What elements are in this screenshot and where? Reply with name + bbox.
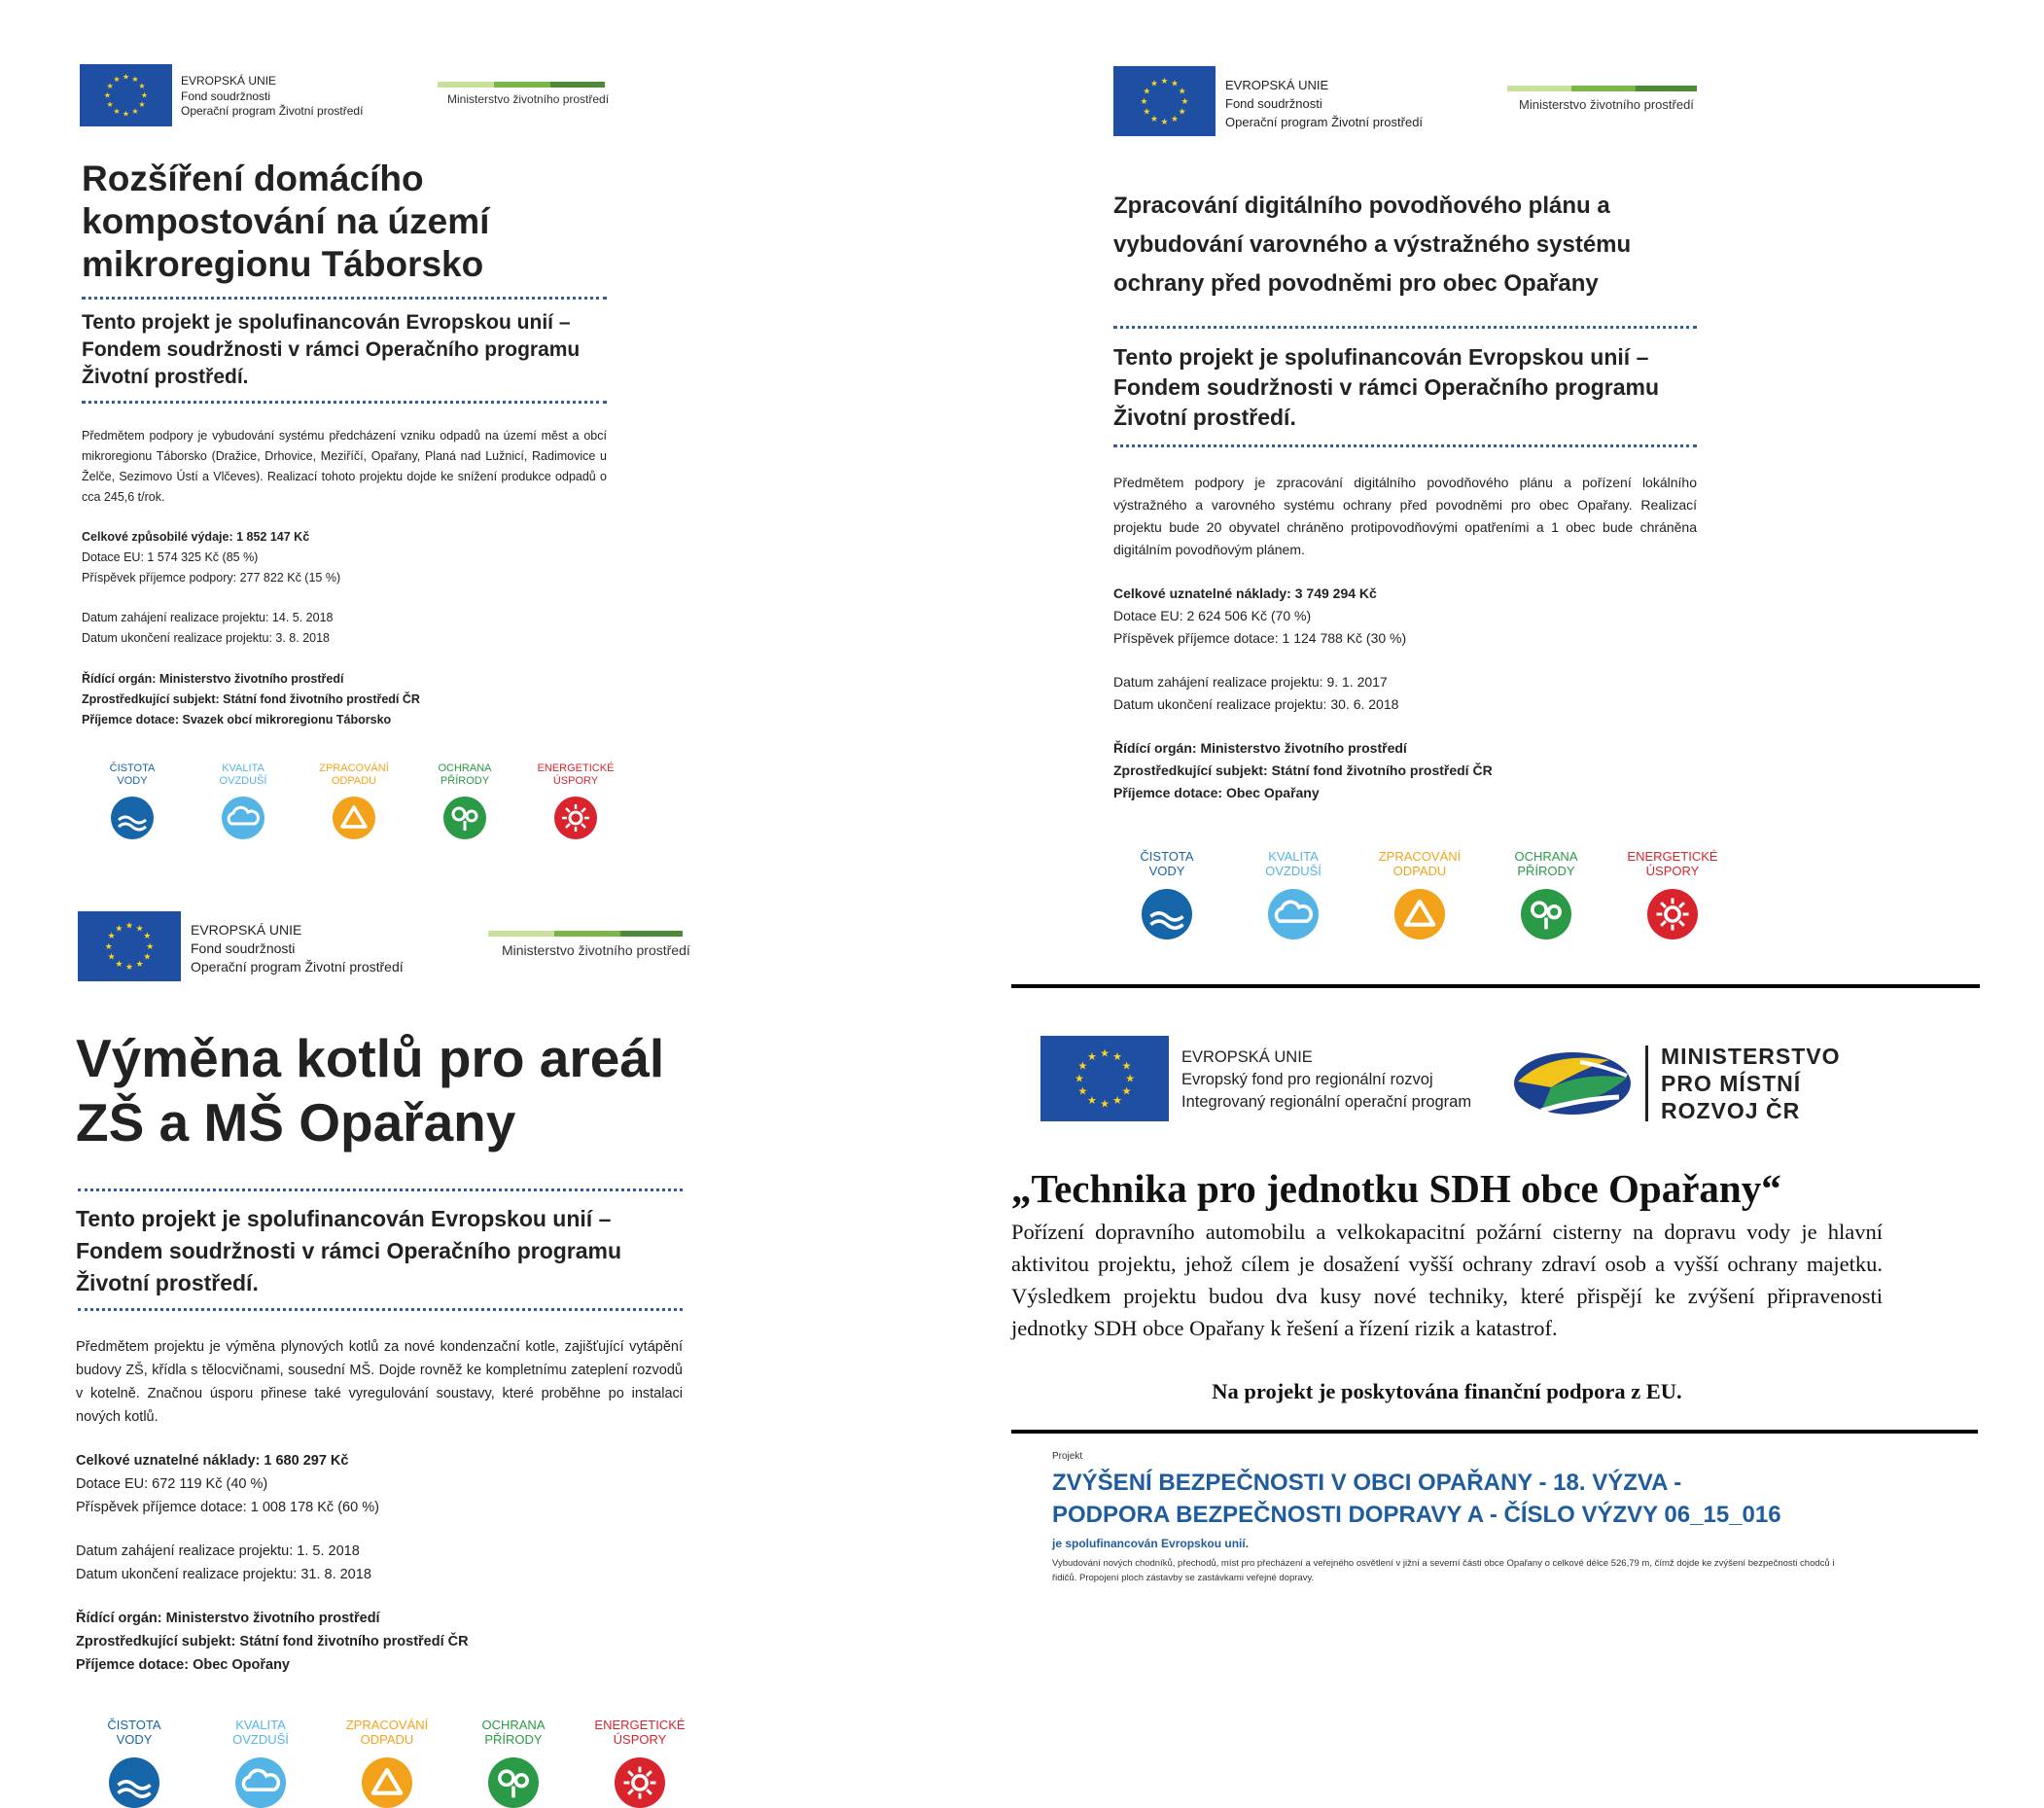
ministry-label: Ministerstvo životního prostředí (447, 92, 610, 106)
category-label: OCHRANA PŘÍRODY (481, 1718, 546, 1747)
eu-star-icon: ★ (1112, 1050, 1122, 1063)
eu-star-icon: ★ (1178, 106, 1186, 117)
project-costs: Celkové uznatelné náklady: 3 749 294 Kč Dotace EU: 2 624 506 Kč (70 %) Příspěvek příjemce dotace: 1 124 788 Kč (30 %) (1113, 585, 1407, 646)
environment-icons (86, 1719, 688, 1808)
project-dates: Datum zahájení realizace projektu: 14. 5. 2018 Datum ukončení realizace projektu: 3. 8. 2018 (82, 611, 334, 645)
tree-icon (443, 797, 486, 839)
sun-icon (1647, 889, 1698, 939)
eu-star-icon: ★ (113, 75, 121, 85)
eu-star-icon: ★ (104, 940, 113, 951)
category-label: ENERGETICKÉ ÚSPORY (594, 1718, 686, 1747)
poster-flood-plan (1021, 0, 2044, 982)
water-category (88, 762, 177, 839)
triangle-icon (333, 797, 375, 839)
tree-icon (488, 1757, 539, 1808)
eu-star-icon: ★ (1160, 75, 1169, 86)
divider (1113, 326, 1697, 329)
poster-road-safety (1011, 1437, 1984, 1632)
divider (78, 1188, 683, 1191)
eu-star-icon: ★ (1100, 1098, 1110, 1111)
eu-star-icon: ★ (138, 100, 146, 109)
eu-star-icon: ★ (1181, 95, 1189, 106)
sun-category (591, 1719, 688, 1808)
eu-star-icon: ★ (1077, 1060, 1088, 1073)
eu-text: EVROPSKÁ UNIE Fond soudržnosti Operační program Životní prostředí (181, 74, 364, 119)
eu-star-icon: ★ (1143, 86, 1151, 96)
category-label: ČISTOTA VODY (109, 762, 156, 787)
eu-star-icon: ★ (122, 109, 130, 119)
project-costs: Celkové způsobilé výdaje: 1 852 147 Kč Dotace EU: 1 574 325 Kč (85 %) Příspěvek příjemce podpory: 277 822 Kč (15 %) (82, 530, 341, 585)
eu-flag-icon (78, 911, 181, 981)
eu-star-icon: ★ (115, 923, 123, 934)
category-label: ZPRACOVÁNÍ ODPADU (1378, 849, 1462, 878)
divider (78, 1308, 683, 1311)
eu-star-icon: ★ (1150, 78, 1158, 89)
sun-icon (554, 797, 597, 839)
support-statement: Na projekt je poskytována finanční podpora z EU. (1212, 1379, 1682, 1403)
page-title: Rozšíření domácího kompostování na území mikroregionu Táborsko (82, 159, 490, 284)
separator-line (1011, 1430, 1978, 1434)
separator-line (1011, 984, 1980, 988)
eu-star-icon: ★ (131, 75, 139, 85)
eu-star-icon: ★ (1121, 1060, 1132, 1073)
page-title: Výměna kotlů pro areál ZŠ a MŠ Opařany (76, 1028, 665, 1152)
project-costs: Celkové uznatelné náklady: 1 680 297 Kč Dotace EU: 672 119 Kč (40 %) Příspěvek příjemce dotace: 1 008 178 Kč (60 %) (76, 1453, 379, 1515)
environment-icons (1118, 850, 1721, 939)
water-category (1118, 850, 1216, 939)
eu-text: EVROPSKÁ UNIE Fond soudržnosti Operační program Životní prostředí (1225, 78, 1424, 129)
water-category (86, 1719, 183, 1808)
sun-category (531, 762, 620, 839)
triangle-icon (362, 1757, 412, 1808)
category-label: ENERGETICKÉ ÚSPORY (1627, 849, 1718, 878)
eu-star-icon: ★ (1074, 1073, 1084, 1085)
eu-star-icon: ★ (143, 931, 152, 941)
tree-category (1498, 850, 1595, 939)
water-icon (1142, 889, 1192, 939)
eu-star-icon: ★ (135, 959, 144, 970)
eu-star-icon: ★ (107, 951, 116, 962)
eu-star-icon: ★ (143, 951, 152, 962)
eu-star-icon: ★ (131, 106, 139, 116)
project-description: Předmětem podpory je zpracování digitálního povodňového plánu a pořízení lokálního výstražného a varovného systému ochrany před povodněmi pro obec Opařany. Realizací projektu bude 20 obyvatel chráněno protipovodňovými opatřeními a 1 obec bude chráněna digitálním povodňovým plánem. (1113, 475, 1697, 557)
tree-category (465, 1719, 562, 1808)
mmr-name: MINISTERSTVO PRO MÍSTNÍ ROZVOJ ČR (1661, 1044, 1841, 1123)
category-label: ČISTOTA VODY (1140, 849, 1194, 878)
project-description: Vybudování nových chodníků, přechodů, míst pro přecházení a veřejného osvětlení v jižní a severní části obce Opařany o celkové délce 526,79 m, čímž dojde ke zvýšení bezpečnosti chodců i řidičů. Propojení ploch zástavby se zastávkami veřejné dopravy. (1052, 1558, 1835, 1583)
page-title: ZVÝŠENÍ BEZPEČNOSTI V OBCI OPAŘANY - 18. VÝZVA - PODPORA BEZPEČNOSTI DOPRAVY A - ČÍSLO VÝZVY 06_15_016 (1052, 1470, 1781, 1528)
category-label: KVALITA OVZDUŠÍ (219, 762, 267, 787)
cloud-icon (222, 797, 264, 839)
eu-star-icon: ★ (1160, 116, 1169, 126)
cofinancing-statement: je spolufinancován Evropskou unií. (1052, 1537, 1250, 1550)
category-label: ZPRACOVÁNÍ ODPADU (345, 1718, 429, 1747)
category-label: ZPRACOVÁNÍ ODPADU (319, 762, 389, 787)
eu-star-icon: ★ (1077, 1085, 1088, 1098)
eu-star-icon: ★ (146, 940, 155, 951)
category-label: ČISTOTA VODY (107, 1718, 161, 1747)
environment-icons (88, 762, 620, 839)
triangle-category (1371, 850, 1468, 939)
eu-flag-icon (1040, 1036, 1169, 1121)
project-bodies: Řídící orgán: Ministerstvo životního prostředí Zprostředkující subjekt: Státní fond životního prostředí ČR Příjemce dotace: Obec Opařany (1113, 740, 1493, 800)
eu-star-icon: ★ (125, 920, 133, 931)
sun-icon (615, 1757, 665, 1808)
cofinancing-statement: Tento projekt je spolufinancován Evropskou unií – Fondem soudržnosti v rámci Operačního programu Životní prostředí. (1113, 344, 1660, 430)
project-description: Předmětem podpory je vybudování systému předcházení vzniku odpadů na území měst a obcí mikroregionu Táborsko (Dražice, Drhovice, Meziříčí, Opařany, Planá nad Lužnicí, Radimovice u Želče, Sezimovo Ústí a Vlčeves). Realizací tohoto projektu dojde ke snížení produkce odpadů o cca 245,6 t/rok. (82, 429, 607, 504)
project-bodies: Řídící orgán: Ministerstvo životního prostředí Zprostředkující subjekt: Státní fond životního prostředí ČR Příjemce dotace: Svazek obcí mikroregionu Táborsko (82, 672, 420, 727)
eu-star-icon: ★ (106, 82, 114, 90)
project-bodies: Řídící orgán: Ministerstvo životního prostředí Zprostředkující subjekt: Státní fond životního prostředí ČR Příjemce dotace: Obec Opořany (76, 1611, 469, 1673)
eu-star-icon: ★ (1150, 113, 1158, 124)
divider (82, 401, 607, 404)
ministry-label: Ministerstvo životního prostředí (502, 942, 690, 958)
eu-text: EVROPSKÁ UNIE Evropský fond pro regionální rozvoj Integrovaný regionální operační program (1181, 1048, 1472, 1111)
poster-fire-brigade (1011, 992, 1984, 1420)
eu-star-icon: ★ (1112, 1095, 1122, 1108)
project-description: Pořízení dopravního automobilu a velkokapacitní požární cisterny na dopravu vody je hlavní aktivitou projektu, jehož cílem je dosažení vyšší ochrany zdraví osob a vyšší ochrany majetku. Výsledkem projektu budou dva kusy nové techniky, které přispějí ke zvýšení připravenosti jednotky SDH obce Opařany k řešení a řízení rizik a katastrof. (1011, 1220, 1883, 1340)
eu-star-icon: ★ (1100, 1047, 1110, 1060)
triangle-icon (1394, 889, 1445, 939)
cofinancing-statement: Tento projekt je spolufinancován Evropskou unií – Fondem soudržnosti v rámci Operačního programu Životní prostředí. (76, 1206, 622, 1295)
mmr-divider (1645, 1046, 1648, 1121)
eu-star-icon: ★ (1140, 95, 1148, 106)
cloud-category (1245, 850, 1342, 939)
eu-star-icon: ★ (140, 90, 149, 100)
eu-flag-icon (80, 64, 172, 126)
water-icon (111, 797, 154, 839)
ministry-bars (488, 931, 683, 937)
eu-star-icon: ★ (113, 106, 121, 116)
eu-star-icon: ★ (1171, 113, 1179, 124)
category-label: KVALITA OVZDUŠÍ (1265, 849, 1322, 878)
mmr-logo-icon (1512, 1043, 1634, 1120)
eu-star-icon: ★ (1171, 78, 1179, 89)
eu-star-icon: ★ (1178, 86, 1186, 96)
poster-composting (0, 0, 681, 866)
project-label: Projekt (1052, 1451, 1083, 1462)
eu-flag-icon (1113, 66, 1216, 136)
eu-star-icon: ★ (106, 100, 114, 109)
cofinancing-statement: Tento projekt je spolufinancován Evropskou unií – Fondem soudržnosti v rámci Operačního programu Životní prostředí. (82, 311, 581, 388)
sun-category (1624, 850, 1721, 939)
eu-star-icon: ★ (1087, 1095, 1097, 1108)
divider (1113, 444, 1697, 447)
page-title: „Technika pro jednotku SDH obce Opařany“ (1011, 1166, 1781, 1211)
tree-icon (1521, 889, 1571, 939)
eu-star-icon: ★ (107, 931, 116, 941)
category-label: ENERGETICKÉ ÚSPORY (537, 762, 615, 787)
cloud-icon (235, 1757, 286, 1808)
eu-star-icon: ★ (138, 82, 146, 90)
eu-star-icon: ★ (122, 72, 130, 82)
poster-boiler-replacement (0, 900, 720, 1772)
eu-star-icon: ★ (1121, 1085, 1132, 1098)
ministry-bars (438, 82, 605, 88)
divider (82, 297, 607, 300)
project-dates: Datum zahájení realizace projektu: 9. 1. 2017 Datum ukončení realizace projektu: 30. 6. 2018 (1113, 674, 1399, 712)
tree-category (420, 762, 510, 839)
triangle-category (338, 1719, 436, 1808)
eu-star-icon: ★ (1143, 106, 1151, 117)
ministry-bars (1507, 86, 1697, 91)
category-label: KVALITA OVZDUŠÍ (232, 1718, 289, 1747)
cloud-category (212, 1719, 309, 1808)
eu-star-icon: ★ (1125, 1073, 1136, 1085)
eu-star-icon: ★ (1087, 1050, 1097, 1063)
category-label: OCHRANA PŘÍRODY (438, 762, 492, 787)
eu-star-icon: ★ (115, 959, 123, 970)
page-title: Zpracování digitálního povodňového plánu a vybudování varovného a výstražného systému ochrany před povodněmi pro obec Opařany (1113, 193, 1632, 297)
eu-star-icon: ★ (103, 90, 112, 100)
cloud-icon (1268, 889, 1319, 939)
project-description: Předmětem projektu je výměna plynových kotlů za nové kondenzační kotle, zajišťující vytápění budovy ZŠ, křídla s tělocvičnami, sousední MŠ. Dojde rovněž ke kompletnímu zateplení rozvodů v kotelně. Značnou úsporu přinese také vyregulování soustavy, které proběhne po instalaci nových kotlů. (76, 1339, 683, 1425)
eu-text: EVROPSKÁ UNIE Fond soudržnosti Operační program Životní prostředí (191, 922, 404, 975)
water-icon (109, 1757, 159, 1808)
eu-star-icon: ★ (135, 923, 144, 934)
ministry-label: Ministerstvo životního prostředí (1519, 97, 1694, 112)
triangle-category (309, 762, 399, 839)
cloud-category (198, 762, 288, 839)
category-label: OCHRANA PŘÍRODY (1514, 849, 1578, 878)
eu-star-icon: ★ (125, 961, 133, 972)
project-dates: Datum zahájení realizace projektu: 1. 5. 2018 Datum ukončení realizace projektu: 31. 8. 2018 (76, 1543, 371, 1582)
